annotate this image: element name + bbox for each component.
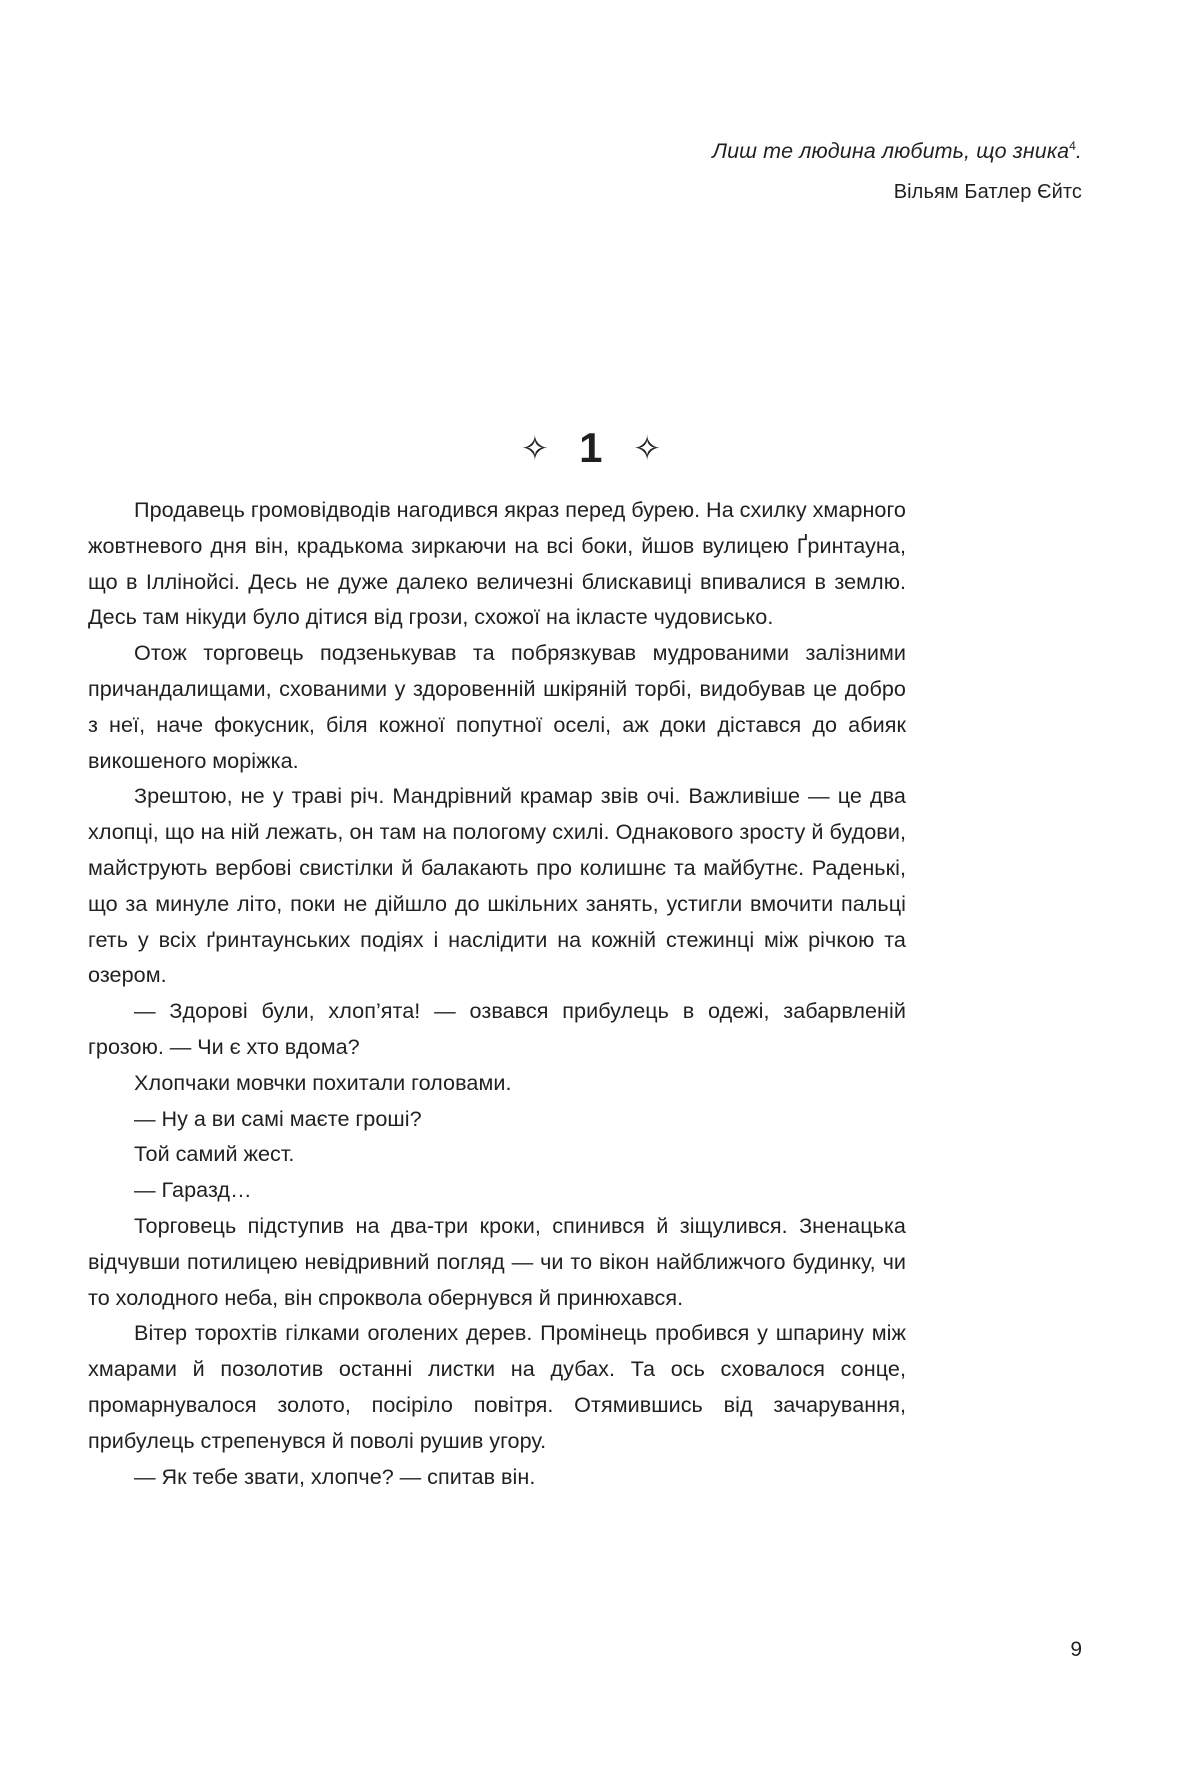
paragraph: — Ну а ви самі маєте гроші? (134, 1105, 422, 1131)
paragraph: Отож торговець подзенькував та побрязкував мудрованими залізними причандалищами, схованими у здоровенній шкіряній торбі, видобував це добро з неї, наче фокусник, біля кожної попутної оселі, аж доки дістався до абияк викошеного моріжка. (88, 640, 906, 773)
paragraph: — Здорові були, хлоп’ята! — озвався прибулець в одежі, забарвленій грозою. — Чи є хто вдома? (88, 998, 906, 1059)
paragraph: Продавець громовідводів нагодився якраз перед бурею. На схилку хмарного жовтневого дня він, крадькома зиркаючи на всі боки, йшов вулицею Ґринтауна, що в Іллінойсі. Десь не дуже далеко величезні блискавиці впивалися в землю. Десь там нікуди було дітися від грози, схожої на ікласте чудовисько. (88, 497, 906, 630)
paragraph: — Гаразд… (134, 1177, 252, 1203)
sparkle-ornament-right-icon: ✧ (632, 430, 662, 468)
epigraph-footnote-marker: 4 (1069, 138, 1076, 153)
epigraph-quote (442, 136, 1082, 166)
chapter-heading (0, 413, 1182, 483)
chapter-number: 1 (579, 424, 603, 471)
sparkle-ornament-left-icon: ✧ (520, 430, 550, 468)
paragraph: Хлопчаки мовчки похитали головами. (134, 1069, 512, 1095)
epigraph-author: Вільям Батлер Єйтс (893, 181, 1082, 203)
paragraph: — Як тебе звати, хлопче? — спитав він. (134, 1463, 536, 1489)
paragraph: Зрештою, не у траві річ. Мандрівний крамар звів очі. Важливіше — це два хлопці, що на ній лежать, он там на пологому схилі. Однакового зросту й будови, майструють вербові свистілки й балакають про колишнє та майбутнє. Раденькі, що за минуле літо, поки не дійшло до шкільних занять, устигли вмочити пальці геть у всіх ґринтаунських подіях і наслідити на кожній стежинці між річкою та озером. (88, 783, 906, 988)
epigraph-quote-period: . (1075, 139, 1082, 163)
page-number: 9 (1070, 1638, 1082, 1661)
paragraph: Той самий жест. (134, 1141, 295, 1167)
paragraph: Торговець підступив на два-три кроки, спинився й зіщулився. Зненацька відчувши потилицею невідривний погляд — чи то вікон найближчого будинку, чи то холодного неба, він спроквола обернувся й принюхався. (88, 1212, 906, 1310)
body-text (88, 492, 906, 1494)
epigraph-quote-text: Лиш те людина любить, що зника (712, 139, 1070, 163)
paragraph: Вітер торохтів гілками оголених дерев. Промінець пробився у шпарину між хмарами й позолотив останні листки на дубах. Та ось сховалося сонце, промарнувалося золото, посіріло повітря. Отямившись від зачарування, прибулець стрепенувся й поволі рушив угору. (88, 1320, 906, 1453)
epigraph (442, 136, 1082, 206)
